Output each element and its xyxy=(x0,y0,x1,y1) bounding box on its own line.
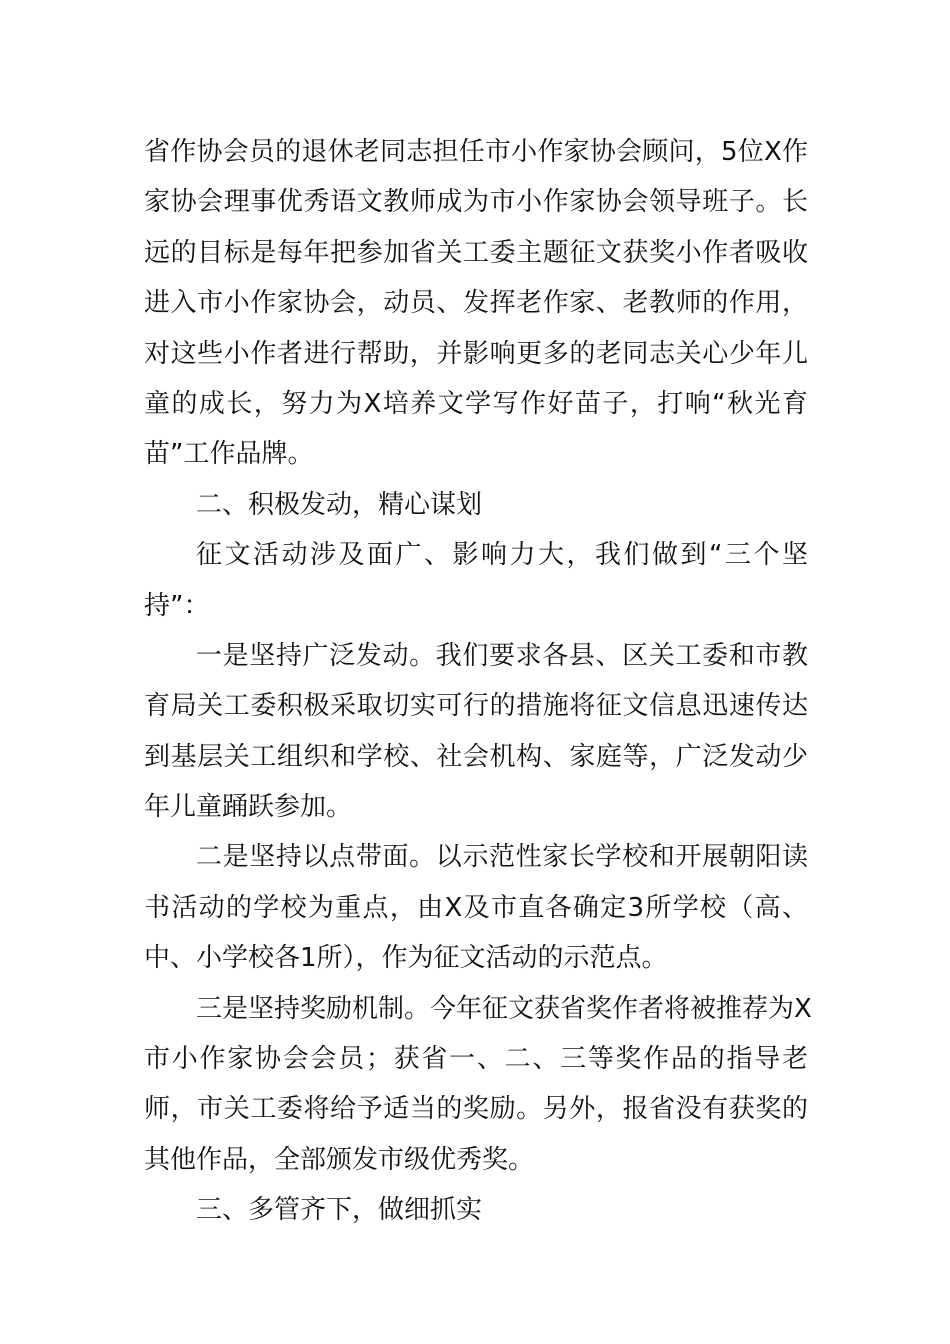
text-line: 童的成长，努力为X培养文学写作好苗子，打响“秋光育 xyxy=(144,388,808,419)
text-line: 师，市关工委将给予适当的奖励。另外，报省没有获奖的 xyxy=(144,1094,808,1125)
section-heading: 三、多管齐下，做细抓实 xyxy=(196,1195,483,1226)
text-line: 中、小学校各1所），作为征文活动的示范点。 xyxy=(144,943,668,974)
text-line: 对这些小作者进行帮助，并影响更多的老同志关心少年儿 xyxy=(144,338,808,369)
text-line: 三是坚持奖励机制。今年征文获省奖作者将被推荐为X xyxy=(196,993,812,1024)
text-line: 年儿童踊跃参加。 xyxy=(144,792,353,823)
text-line: 征文活动涉及面广、影响力大，我们做到“三个坚 xyxy=(196,540,808,571)
text-line: 家协会理事优秀语文教师成为市小作家协会领导班子。长 xyxy=(144,187,808,218)
text-line: 育局关工委积极采取切实可行的措施将征文信息迅速传达 xyxy=(144,691,808,722)
text-line: 持”： xyxy=(144,590,210,621)
text-line: 苗”工作品牌。 xyxy=(144,439,314,470)
text-line: 二是坚持以点带面。以示范性家长学校和开展朝阳读 xyxy=(196,842,808,873)
document-body xyxy=(144,127,812,1236)
text-line: 市小作家协会会员；获省一、二、三等奖作品的指导老 xyxy=(144,1044,808,1075)
text-line: 其他作品，全部颁发市级优秀奖。 xyxy=(144,1144,535,1175)
text-line: 书活动的学校为重点，由X及市直各确定3所学校（高、 xyxy=(144,892,808,923)
text-line: 远的目标是每年把参加省关工委主题征文获奖小作者吸收 xyxy=(144,237,808,268)
text-line: 进入市小作家协会，动员、发挥老作家、老教师的作用， xyxy=(144,288,808,319)
text-line: 省作协会员的退休老同志担任市小作家协会顾问，5位X作 xyxy=(144,137,808,167)
text-line: 一是坚持广泛发动。我们要求各县、区关工委和市教 xyxy=(196,640,808,671)
section-heading: 二、积极发动，精心谋划 xyxy=(196,489,483,520)
text-line: 到基层关工组织和学校、社会机构、家庭等，广泛发动少 xyxy=(144,741,808,772)
